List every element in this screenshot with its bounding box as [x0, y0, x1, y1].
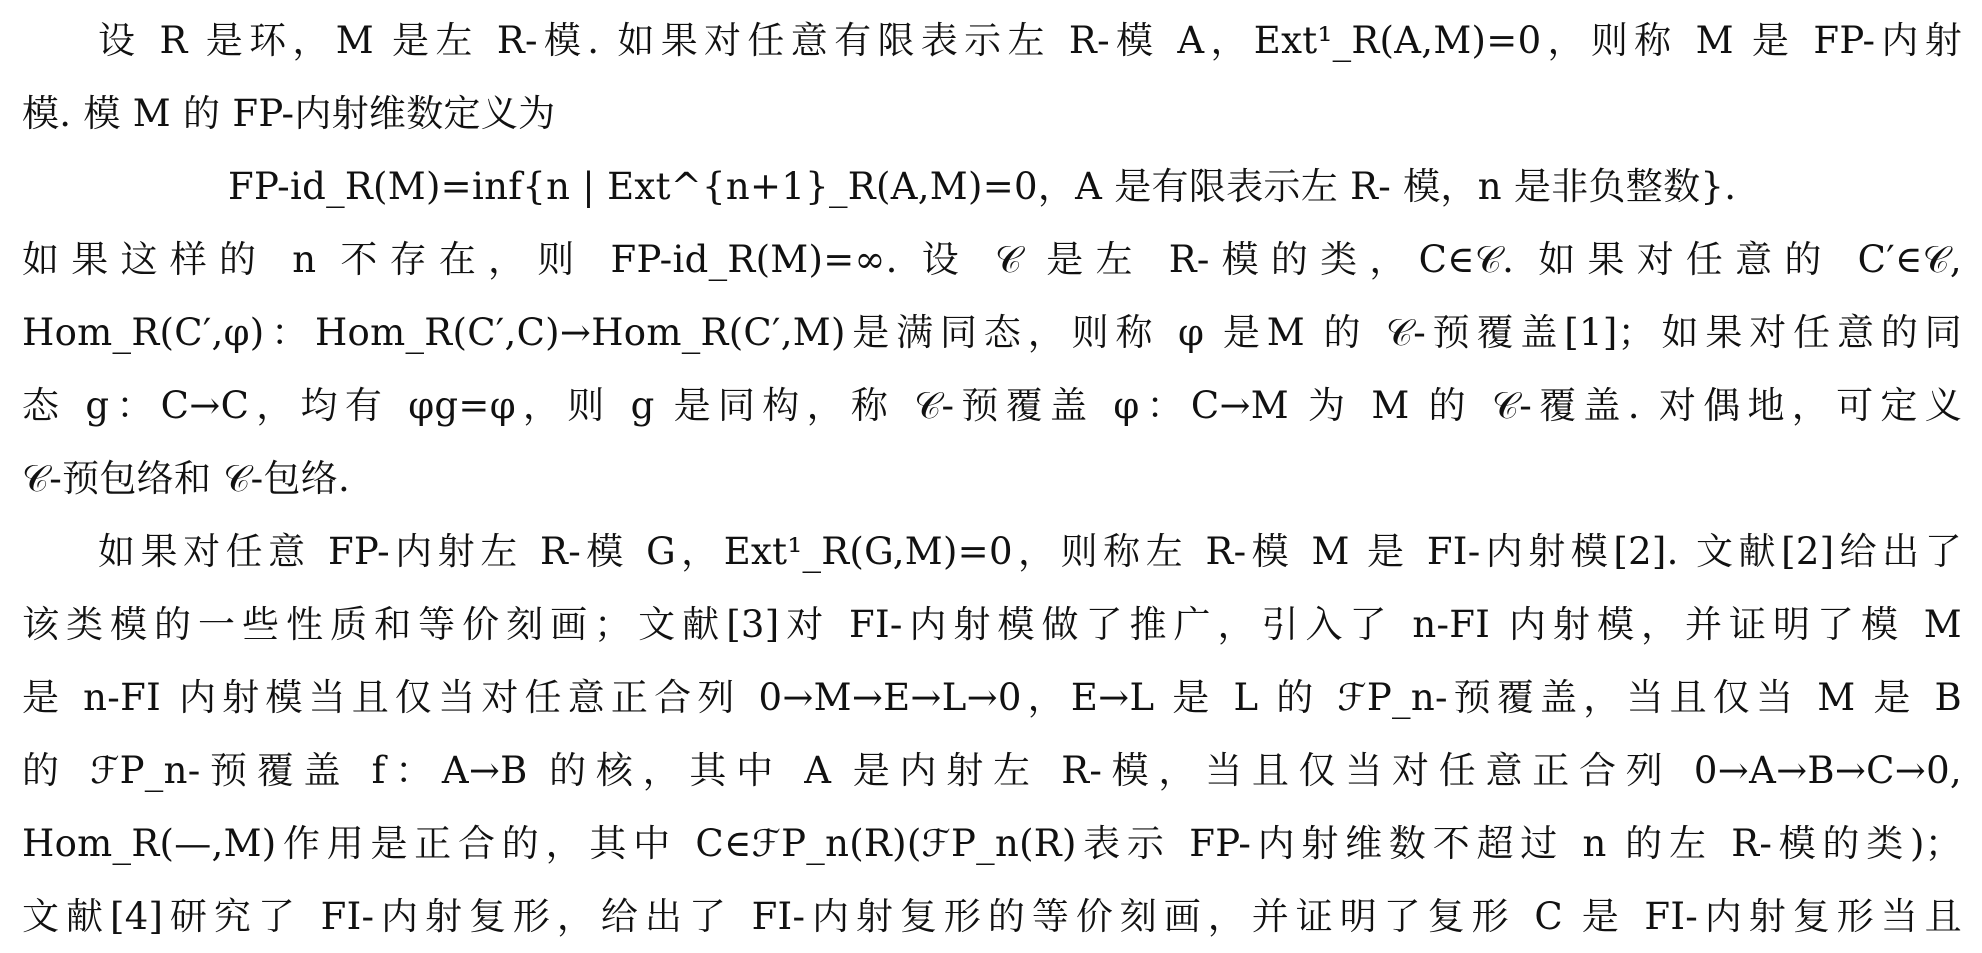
text-line: Hom_R(C′,φ)：Hom_R(C′,C)→Hom_R(C′,M)是满同态，则称 φ 是M 的 𝒞-预覆盖[1]；如果对任意的同: [22, 311, 1962, 354]
paper-page: [22, 4, 1962, 953]
text-line: 文献[4]研究了 FI-内射复形，给出了 FI-内射复形的等价刻画，并证明了复形 C 是 FI-内射复形当且: [22, 895, 1962, 938]
text-line: 如果这样的 n 不存在，则 FP-id_R(M)=∞. 设 𝒞 是左 R-模的类，C∈𝒞. 如果对任意的 C′∈𝒞,: [22, 238, 1962, 281]
text-line: Hom_R(—,M)作用是正合的，其中 C∈ℱP_n(R)(ℱP_n(R)表示 FP-内射维数不超过 n 的左 R-模的类)；: [22, 822, 1962, 865]
text-line: 态 g：C→C，均有 φg=φ，则 g 是同构，称 𝒞-预覆盖 φ：C→M 为 M 的 𝒞-覆盖. 对偶地，可定义: [22, 384, 1962, 427]
display-formula: FP-id_R(M)=inf{n | Ext^{n+1}_R(A,M)=0，A 是有限表示左 R- 模，n 是非负整数}.: [228, 165, 1737, 208]
text-line: 设 R 是环，M 是左 R-模. 如果对任意有限表示左 R-模 A，Ext¹_R(A,M)=0，则称 M 是 FP-内射: [98, 19, 1962, 62]
text-line: 的 ℱP_n-预覆盖 f：A→B 的核，其中 A 是内射左 R-模，当且仅当对任意正合列 0→A→B→C→0,: [22, 749, 1962, 792]
text-line: 𝒞-预包络和 𝒞-包络.: [22, 457, 351, 500]
paragraph-fi-injective: [22, 515, 1962, 953]
text-line: 是 n-FI 内射模当且仅当对任意正合列 0→M→E→L→0，E→L 是 L 的 ℱP_n-预覆盖，当且仅当 M 是 B: [22, 676, 1962, 719]
text-line: 模. 模 M 的 FP-内射维数定义为: [22, 92, 556, 135]
paragraph-definitions: [22, 4, 1962, 515]
text-line: 该类模的一些性质和等价刻画；文献[3]对 FI-内射模做了推广，引入了 n-FI 内射模，并证明了模 M: [22, 603, 1962, 646]
text-line: 如果对任意 FP-内射左 R-模 G，Ext¹_R(G,M)=0，则称左 R-模 M 是 FI-内射模[2]. 文献[2]给出了: [98, 530, 1962, 573]
